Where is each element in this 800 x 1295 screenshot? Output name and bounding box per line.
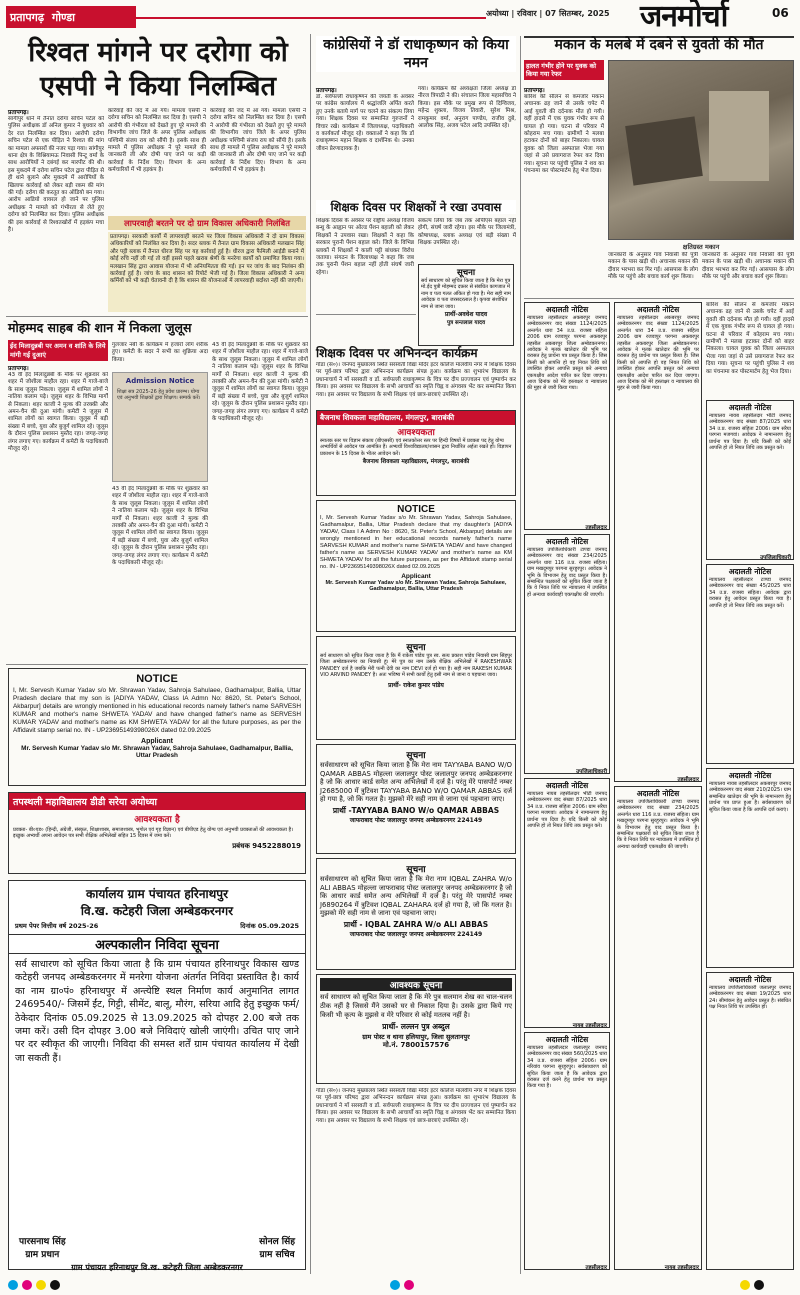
- court-notice-5-title: अदालती नोटिस: [636, 305, 680, 314]
- registration-mark-black: [754, 1280, 764, 1290]
- tender-sign-sachiv: सोनल सिंह: [259, 1237, 295, 1247]
- tender-role-sachiv: ग्राम सचिव: [259, 1250, 295, 1260]
- suchna-notice-1: [418, 264, 514, 346]
- court-notice-1-body: न्यायालय तहसीलदार अकबरपुर जनपद अम्बेडकरनगर वाद संख्या 1124/2025 अन्तर्गत धारा 34 उ.प्र. राजस्व संहिता 2006 ग्राम रजवापुर परगना अकबरपुर तहसील अकबरपुर जिला अम्बेडकरनगर। आवेदक ने मृतक खातेदार की भूमि पर वरासत हेतु प्रार्थना पत्र प्रस्तुत किया है। जिस किसी को आपत्ति हो वह नियत तिथि को उपस्थित होकर आपत्ति प्रस्तुत करे अन्यथा एकपक्षीय आदेश पारित कर दिया जाएगा। आज दिनांक को मेरे हस्ताक्षर व न्यायालय की मुहर से जारी किया गया।: [527, 315, 607, 392]
- suchna-notice-5: [316, 974, 516, 1084]
- court-notice-5-body: न्यायालय तहसीलदार अकबरपुर जनपद अम्बेडकरनगर वाद संख्या 1124/2025 अन्तर्गत धारा 34 उ.प्र. राजस्व संहिता 2006 ग्राम रजवापुर परगना अकबरपुर तहसील अकबरपुर जिला अम्बेडकरनगर। आवेदक ने मृतक खातेदार की भूमि पर वरासत हेतु प्रार्थना पत्र प्रस्तुत किया है। जिस किसी को आपत्ति हो वह नियत तिथि को उपस्थित होकर आपत्ति प्रस्तुत करे अन्यथा एकपक्षीय आदेश पारित कर दिया जाएगा। आज दिनांक को मेरे हस्ताक्षर व न्यायालय की मुहर से जारी किया गया।: [617, 315, 699, 392]
- story-procession-body-cont: गुलजार नबी के कार्यक्रम में हजारों लोग शरीक हुए। कमेटी के सदर ने सभी का शुक्रिया अदा किया।: [112, 342, 208, 363]
- suchna-5-body: सर्व साधारण को सूचित किया जाता है कि मेरे पुत्र सलमान शेख का चाल-चलन ठीक नहीं है जिससे मैंने उसको घर से निकाल दिया है। उसके द्वारा किये गए किसी भी कृत्य के मुझसे व मेरे परिवार से कोई मतलब नहीं है।: [320, 993, 512, 1019]
- column-rule: [520, 36, 521, 1274]
- story-suspension-body: प्रतापगढ़। सरकारी कार्यों में लापरवाही बरतने पर जिला विकास अधिकारी ने दो ग्राम विकास अधिकारियों को निलंबित कर दिया है। सदर ब्लाक में तैनात ग्राम विकास अधिकारी मलखान सिंह और पट्टी ब्लाक में तैनात धीरज सिंह पर यह कार्रवाई हुई है। धीरज द्वारा फैमिली आईडी बनाने में कोई रुचि नहीं ली गई तो वहीं इससे पहले खराब श्रेणी के मनरेगा कार्यों को प्रमाणित किया गया। मलखान सिंह द्वारा आवास योजना में भी अनियमितता की गई। इन पर जांच के बाद निलंबन की कार्रवाई हुई है। जांच के बाद शासन को रिपोर्ट भेजी गई है। जिला विकास अधिकारी ने अन्य कर्मियों को भी कड़ी चेतावनी दी है कि शासन की योजनाओं में लापरवाही बर्दाश्त नहीं की जाएगी।: [108, 232, 306, 312]
- registration-mark-cyan: [8, 1280, 18, 1290]
- advert-school-body: शिक्षा सत्र 2025-26 हेतु प्रवेश प्रारम्भ। योग्य एवं अनुभवी शिक्षकों द्वारा शिक्षण। सम्पर्क करें।: [117, 389, 201, 402]
- suchna-3-addr: जाफराबाद पोस्ट जलालपुर जनपद अम्बेडकरनगर 224149: [349, 816, 483, 824]
- notice-english-title: NOTICE: [136, 673, 178, 685]
- court-notice-8: [706, 564, 794, 764]
- advert-tapasthali-title: तपस्थली महाविद्यालय डीडी सरेया अयोध्या: [9, 793, 305, 810]
- advert-tapasthali-sub: आवश्यकता है: [134, 815, 180, 825]
- story-collapse-body: बारिश की सीलन से कमजोर मकान अचानक ढह जाने से उसके चपेट में आई युवती की दर्दनाक मौत हो गयी। वहीं हादसे में एक युवक गंभीर रूप से घायल हो गया। घटना से परिवार में कोहराम मच गया। ग्रामीणों ने मलबा हटाकर दोनों को बाहर निकाला। घायल युवक को जिला अस्पताल भेजा गया जहां से उसे प्रयागराज रेफर कर दिया गया। सूचना पर पहुंची पुलिस ने शव का पंचनामा कर पोस्टमार्टम हेतु भेज दिया।: [524, 94, 604, 175]
- court-notice-4-sign: तहसीलदार: [585, 1265, 607, 1271]
- registration-mark-magenta: [404, 1280, 414, 1290]
- court-notice-4-title: अदालती नोटिस: [545, 1035, 589, 1044]
- tender-org: कार्यालय ग्राम पंचायत हरिनाथपुर: [86, 887, 228, 901]
- advert-college-footer: बैजनाथ शिवकला महाविद्यालय, मंगलपुर, बाराबंकी: [362, 459, 470, 466]
- advert-college-title: बैजनाथ शिवकला महाविद्यालय, मंगलपुर, बाराबंकी: [317, 411, 515, 425]
- section-tag: [6, 6, 136, 28]
- notice-2-title: NOTICE: [397, 504, 435, 515]
- court-notice-2-sign: उपजिलाधिकारी: [576, 769, 607, 775]
- suchna-1-body: सर्व साधारण को सूचित किया जाता है कि मेरा पुत्र मो.ईद पुत्री मोहम्मद दफ़्तर से संबंधित कागजात में नाम व पता गलत अंकित हो गया है। मेरा सही नाम आवेदक व पता जरसदरलाल है। कृपया संशोधित नाम से जाना जाय।: [421, 278, 511, 310]
- filler-text: गोंडा (सं०)। जनपद मुख्यालय स्थित सरस्वती विद्या मंदिर इंटर कॉलेज मालवीय नगर में शिक्षक दिवस पर पूर्व-छात्र परिषद द्वारा अभिनन्दन कार्यक्रम संपन्न हुआ। कार्यक्रम का शुभारंभ विद्यालय के प्रधानाचार्य ने माँ सरस्वती व डॉ. सर्वपल्ली राधाकृष्णन के चित्र पर दीप प्रज्ज्वलन एवं पुष्पार्चन कर किया। इस अवसर पर विद्यालय के सभी आचार्यों का स्मृति चिह्न व अंगवस्त्र भेंट कर सम्मानित किया गया। इस अवसर पर विद्यालय के सभी शिक्षक एवं छात्र-छात्राएं उपस्थित रहे।: [316, 1088, 516, 1124]
- court-notice-5-sign: तहसीलदार: [677, 777, 699, 783]
- tender-title: अल्पकालीन निविदा सूचना: [9, 934, 305, 954]
- suchna-notice-3: [316, 744, 516, 854]
- court-notice-6-body: न्यायालय उपजिलाधिकारी टाण्डा जनपद अम्बेडकरनगर वाद संख्या 234/2025 अन्तर्गत धारा 116 उ.प्र. राजस्व संहिता। ग्राम मखदूमपुर परगना सुरहुरपुर। आवेदक ने भूमि के विभाजन हेतु वाद प्रस्तुत किया है। सम्बन्धित पक्षकारों को सूचित किया जाता है कि वे नियत तिथि पर न्यायालय में उपस्थित हों अन्यथा कार्यवाही एकपक्षीय की जाएगी।: [617, 799, 699, 850]
- suchna-1-addr: पुत्र सन्तलाल यादव: [446, 320, 485, 327]
- court-notice-3-title: अदालती नोटिस: [545, 781, 589, 790]
- notice-english-applicant: Applicant: [141, 738, 173, 745]
- masthead-rule: [136, 17, 486, 19]
- notice-english-body: I, Mr. Servesh Kumar Yadav s/o Mr. Shrawan Yadav, Sahroja Sahulaee, Gadhamalpur, Ballia, Uttar Pradesh declare that my son is [ADIYA YADAV, Class IA Admn No: 8620, St. Peter's School, Akbarpur] details are wrongly mentioned in his educational records namely father's name SARVESH KUMAR and mother's name SHWETA YADAV and have changed father's name as SERVESH KUMAR YADAV and mother's name as KM SHWETA YADAV for all the future purposes, as per the Affidavit stamp serial no. IN - UP23695149398026X dated 02.09.2025: [13, 687, 301, 734]
- court-notice-9-title: अदालती नोटिस: [728, 771, 772, 780]
- suchna-3-title: सूचना: [406, 751, 426, 761]
- advert-tapasthali-body: प्रवक्ता- बी०एड० (हिन्दी, अंग्रेजी, संस्कृत, शिक्षाशास्त्र, समाजशास्त्र, भूगोल एवं गृह विज्ञान) एवं बीपीएड हेतु योग्य एवं अनुभवी प्रवक्ताओं की आवश्यकता है। इच्छुक अभ्यर्थी अपना आवेदन पत्र सभी शैक्षिक अभिलेखों सहित 15 दिवस में जमा करें।: [13, 827, 294, 840]
- story-procession-body: 43 वीं ईद मिलादुन्नबी के मौके पर शुक्रवार को शहर में जोशीला माहौल रहा। शहर में गाजे-बाजे के साथ जुलूस निकला। जुलूस में शामिल लोगों ने नातिया कलाम पढ़े। जुलूस शहर के विभिन्न मार्गों से निकला। शहर काजी ने मुल्क की तरक्की और अमन-चैन की दुआ मांगी। कमेटी ने जुलूस में शामिल लोगों का स्वागत किया। जुलूस में बड़ी संख्या में बच्चे, युवा और बुजुर्ग शामिल रहे। जुलूस के दौरान पुलिस प्रशासन मुस्तैद रहा। जगह-जगह लंगर लगाए गए। कार्यक्रम में कमेटी के पदाधिकारी मौजूद रहे।: [8, 372, 108, 453]
- court-notice-6: [614, 786, 702, 1270]
- story-bribe-body: सांगीपुर थाने में तैनात दरोगा सचिन पटेल को पुलिस अधीक्षक डॉ अनिल कुमार ने बुधवार को देर रात निलम्बित कर दिया। आरोपी दरोगा सचिन पटेल से एक पीड़ित ने रिश्वत की मांग का मामला अफसरों की नजर पड़ा गया। सांगीपुर थाना क्षेत्र के विश्नियामऊ निवासी पिन्टू वर्मा के साथ आरोपियों ने दबंगई कर मारपीट की थी। इस मुकदमे में दरोगा सचिन पटेल द्वारा पीड़ित से ही थाने बुलाने और मुकदमे में आरोपियों के खिलाफ कार्रवाई को लेकर बड़ी रकम की मांग की गई। दरोगा की करतूत का ऑडियो बन गया। आरोप आडियो वायरल हो जाने पर पुलिस अधीक्षक ने मामले को गंभीरता से लेते हुए दरोगा को निलम्बित कर दिया। पुलिस अधीक्षक की इस कार्रवाई से रिश्वतखोरों में हड़कंप मचा है।: [8, 116, 104, 234]
- court-notice-10: [706, 972, 794, 1270]
- story-collapse-body-cont2: जानकारी के अनुसार गांव निवासी की पुत्री मकान के पास खड़ी थी। अचानक मकान की दीवार भरभरा कर गिर गई। आसपास के लोग मौके पर पहुंचे और बचाव कार्य शुरू किया।: [702, 252, 794, 281]
- court-notice-2-title: अदालती नोटिस: [545, 537, 589, 546]
- court-notice-1-sign: तहसीलदार: [585, 525, 607, 531]
- dateline-bribe: प्रतापगढ़।: [8, 109, 29, 116]
- suchna-2-sign: प्रार्थी- राकेश कुमार पांडेय: [388, 681, 444, 689]
- section-tag-secondary: गोण्डा: [52, 10, 76, 24]
- court-notice-7-body: न्यायालय नायब तहसीलदार भीटी जनपद अम्बेडकरनगर वाद संख्या 87/2025 धारा 34 उ.प्र. राजस्व संहिता 2006। ग्राम सरैया परगना मजगवां। आवेदक ने नामान्तरण हेतु प्रार्थना पत्र दिया है। यदि किसी को कोई आपत्ति हो तो नियत तिथि तक प्रस्तुत करे।: [709, 413, 791, 452]
- registration-mark-yellow: [36, 1280, 46, 1290]
- court-notice-7-title: अदालती नोटिस: [728, 403, 772, 412]
- suchna-5-phone: मो.नं. 7800157576: [382, 1041, 450, 1050]
- dateline-congress: प्रतापगढ़।: [316, 87, 337, 94]
- suchna-4-addr: जाफराबाद पोस्ट जलालपुर जनपद अम्बेडकरनगर 224149: [349, 930, 483, 938]
- story-procession-body-more: 43 वीं ईद मिलादुन्नबी के मौके पर शुक्रवार को शहर में जोशीला माहौल रहा। शहर में गाजे-बाजे के साथ जुलूस निकला। जुलूस में शामिल लोगों ने नातिया कलाम पढ़े। जुलूस शहर के विभिन्न मार्गों से निकला। शहर काजी ने मुल्क की तरक्की और अमन-चैन की दुआ मांगी। कमेटी ने जुलूस में शामिल लोगों का स्वागत किया। जुलूस में बड़ी संख्या में बच्चे, युवा और बुजुर्ग शामिल रहे। जुलूस के दौरान पुलिस प्रशासन मुस्तैद रहा। जगह-जगह लंगर लगाए गए। कार्यक्रम में कमेटी के पदाधिकारी मौजूद रहे।: [112, 486, 208, 567]
- story-fast-body: शिक्षक दिवस के अवसर पर राष्ट्रीय अध्यक्ष विजय बन्धु के आह्वान पर ओल्ड पेंशन बहाली को लेकर शिक्षकों ने उपवास रखा। शिक्षकों ने कहा कि सरकार पुरानी पेंशन बहाल करे। जिले के विभिन्न ब्लाकों में शिक्षकों ने काली पट्टी बांधकर विरोध जताया। संगठन के जिलाध्यक्ष ने कहा कि जब तक पुरानी पेंशन बहाल नहीं होती संघर्ष जारी रहेगा।: [316, 218, 414, 276]
- suchna-2-body: सर्व साधारण को सूचित किया जाता है कि मैं राकेश पांडेय पुत्र स्व. सत्य प्रकाश पांडेय निवासी ग्राम सिंहपुर जिला अम्बेडकरनगर का निवासी हूं। मेरे पुत्र का नाम उसके शैक्षिक अभिलेखों में RAKESHWAR PANDEY दर्ज है जबकि मेरी पत्नी देवी का नाम DEVI दर्ज हो गया है। सही नाम RAKESH KUMAR VIO ARVIND PANDEY है। अतः भविष्य में सभी कार्यों हेतु इसी नाम से जाना व पहचाना जाय।: [320, 653, 512, 679]
- headline-teachers-day: शिक्षक दिवस पर अभिनन्दन कार्यक्रम: [316, 346, 478, 360]
- suchna-notice-4: [316, 858, 516, 970]
- story-procession-body-col3: 43 वीं ईद मिलादुन्नबी के मौके पर शुक्रवार को शहर में जोशीला माहौल रहा। शहर में गाजे-बाजे के साथ जुलूस निकला। जुलूस में शामिल लोगों ने नातिया कलाम पढ़े। जुलूस शहर के विभिन्न मार्गों से निकला। शहर काजी ने मुल्क की तरक्की और अमन-चैन की दुआ मांगी। कमेटी ने जुलूस में शामिल लोगों का स्वागत किया। जुलूस में बड़ी संख्या में बच्चे, युवा और बुजुर्ग शामिल रहे। जुलूस के दौरान पुलिस प्रशासन मुस्तैद रहा। जगह-जगह लंगर लगाए गए। कार्यक्रम में कमेटी के पदाधिकारी मौजूद रहे।: [212, 342, 308, 423]
- dateline-procession: प्रतापगढ़।: [8, 365, 29, 372]
- suchna-3-sign: प्रार्थी -TAYYABA BANO W/o QAMAR ABBAS: [332, 805, 500, 815]
- tender-body: सर्व साधारण को सूचित किया जाता है कि ग्राम पंचायत हरिनाथपुर विकास खण्ड कटेहरी जनपद अम्बेडकरनगर में मनरेगा योजना अंतर्गत निविदा प्रस्तावित है। कार्य का नाम ग्रा०पं० हरिनाथपुर में अन्त्येष्टि स्थल निर्माण कार्य अनुमानित लागत 2469540/- जिसमें ईंट, गिट्टी, सीमेंट, बालू, मौरंग, सरिया आदि हेतु इच्छुक फर्म/ठेकेदार दिनांक 05.09.2025 से 13.09.2025 को दोपहर 2.00 बजे तक जमा करें। उसी दिन दोपहर 3.00 बजे निविदाएं खोली जाएंगी। उचित पाए जाने पर दर स्वीकृत की जाएगी। निविदा की समस्त शर्तें ग्राम पंचायत कार्यालय में देखी जा सकती हैं।: [15, 959, 299, 1064]
- story-fast-body-cont: संकल्प लिया कि जब तक ओपीएस बहाल नहीं होगी, संघर्ष जारी रहेगा। इस मौके पर जिलामंत्री, कोषाध्यक्ष, ब्लाक अध्यक्ष एवं बड़ी संख्या में शिक्षक उपस्थित रहे।: [418, 218, 516, 247]
- tender-date: दिनांक 05.09.2025: [240, 922, 299, 930]
- tender-sign-pradhan: पारसनाथ सिंह: [19, 1237, 66, 1247]
- newspaper-logo: जनमोर्चा: [640, 0, 728, 34]
- advert-college-sub: आवश्यकता: [397, 428, 435, 438]
- court-notice-9-body: न्यायालय नायब तहसीलदार अकबरपुर जनपद अम्बेडकरनगर वाद संख्या 210/2025। ग्राम सम्बन्धित खातेदार की भूमि के नामान्तरण हेतु प्रार्थना पत्र प्राप्त हुआ है। सर्वसाधारण को सूचित किया जाता है कि आपत्ति दर्ज कराएं।: [709, 781, 791, 813]
- collapse-photo-caption: क्षतिग्रस्त मकान: [682, 243, 720, 251]
- caption-collapse: हालत गंभीर होने पर युवक को किया गया रेफर: [524, 60, 604, 80]
- registration-mark-cyan: [390, 1280, 400, 1290]
- registration-mark-yellow: [740, 1280, 750, 1290]
- tender-fy: प्रथम पेपर वित्तीय वर्ष 2025-26: [15, 922, 99, 930]
- court-notice-8-body: न्यायालय तहसीलदार टाण्डा जनपद अम्बेडकरनगर वाद संख्या 45/2025 धारा 34 उ.प्र. राजस्व संहिता। आवेदक द्वारा वरासत हेतु आवेदन प्रस्तुत किया गया है। आपत्ति हो तो नियत तिथि तक प्रस्तुत करें।: [709, 577, 791, 609]
- suchna-4-body: सर्वसाधारण को सूचित किया जाता है कि मेरा नाम IQBAL ZAHRA W/o ALI ABBAS मोहल्ला जाफराबाद पोस्ट जलालपुर जनपद अम्बेडकरनगर है जो कि आधार कार्ड समेत अन्य अभिलेखों में दर्ज है। परंतु मेरे पासपोर्ट नम्बर J6890264 में त्रुटिवश IQBAL ZAHARA दर्ज हो गया है, जो कि गलत है। मुझको मेरे सही नाम से जाना एवं पहचाना जाए।: [320, 875, 512, 918]
- advert-college: [316, 410, 516, 496]
- court-notice-1: [524, 302, 610, 530]
- court-notice-6-title: अदालती नोटिस: [636, 789, 680, 798]
- court-notice-10-body: न्यायालय उपजिलाधिकारी जलालपुर जनपद अम्बेडकरनगर वाद संख्या 19/2025 धारा 24। सीमांकन हेतु आवेदन प्रस्तुत है। संबंधित पक्ष नियत तिथि पर उपस्थित हों।: [709, 985, 791, 1011]
- headline-bribe: रिश्वत मांगने पर दरोगा को एसपी ने किया निलम्बित: [28, 37, 288, 102]
- story-collapse-body-cont: जानकारी के अनुसार गांव निवासी की पुत्री मकान के पास खड़ी थी। अचानक मकान की दीवार भरभरा कर गिर गई। आसपास के लोग मौके पर पहुंचे और बचाव कार्य शुरू किया।: [608, 252, 698, 281]
- court-notice-7: [706, 400, 794, 560]
- court-notice-1-title: अदालती नोटिस: [545, 305, 589, 314]
- court-notice-8-title: अदालती नोटिस: [728, 567, 772, 576]
- suchna-5-title: आवश्यक सूचना: [320, 978, 512, 991]
- court-notice-5: [614, 302, 702, 782]
- suchna-notice-2: [316, 636, 516, 740]
- registration-mark-black: [50, 1280, 60, 1290]
- court-notice-3: [524, 778, 610, 1028]
- court-notice-3-body: न्यायालय नायब तहसीलदार भीटी जनपद अम्बेडकरनगर वाद संख्या 87/2025 धारा 34 उ.प्र. राजस्व संहिता 2006। ग्राम सरैया परगना मजगवां। आवेदक ने नामान्तरण हेतु प्रार्थना पत्र दिया है। यदि किसी को कोई आपत्ति हो तो नियत तिथि तक प्रस्तुत करे।: [527, 791, 607, 830]
- suchna-4-title: सूचना: [406, 865, 426, 875]
- court-notice-3-sign: नायब तहसीलदार: [572, 1023, 607, 1029]
- section-tag-primary: प्रतापगढ़: [10, 10, 45, 24]
- court-notice-6-sign: नायब तहसीलदार: [664, 1265, 699, 1271]
- story-bribe-body-side: कार्रवाई की जद में आ गये। मामला एसपी ने दरोगा सचिन को निलम्बित कर दिया है। एसपी ने आरोपी की गंभीरता को देखते हुए पूरे मामले की विभागीय जांच जिले के अपर पुलिस अधीक्षक पश्चिमी संजय राय को सौंपी है। इसके साथ ही मामले में पुलिस अधीक्षक ने पूरे मामले की जानकारी ली और दोषी पाए जाने पर कड़ी कार्रवाई के निर्देश दिए। विभाग के अन्य कर्मचारियों में भी हड़कंप है।: [210, 108, 306, 174]
- congress-headline-box: [316, 36, 516, 72]
- headline-collapse: मकान के मलबे में दबने से युवती की मौत: [554, 37, 764, 53]
- court-notice-7-sign: उपजिलाधिकारी: [760, 555, 791, 561]
- suchna-2-title: सूचना: [406, 643, 426, 653]
- divider: [524, 298, 794, 299]
- suchna-3-body: सर्वसाधारण को सूचित किया जाता है कि मेरा नाम TAYYABA BANO W/O QAMAR ABBAS मोहल्ला जलालपुर पोस्ट जलालपुर जनपद अम्बेडकरनगर है जो कि आधार कार्ड समेत अन्य अभिलेखों में दर्ज है। परंतु मेरे पासपोर्ट नम्बर J2685000 में त्रुटिवश TAYYABA BANO W/O QAMAR ABBAS दर्ज हो गया है, जो कि गलत है। मुझको मेरे सही नाम से जाना एवं पहचाना जाए।: [320, 761, 512, 804]
- notice-english-2: [316, 500, 516, 632]
- court-notice-9: [706, 768, 794, 968]
- advert-college-body: स्नातक स्तर पर विज्ञान संकाय (बीएससी) एवं स्नातकोत्तर स्तर पर हिन्दी विषयों में प्रवक्ता पद हेतु योग्य अभ्यर्थियों से आवेदन पत्र आमंत्रित हैं। अभ्यर्थी विश्वविद्यालय/शासन द्वारा निर्धारित अर्हता रखते हों। विज्ञापन प्रकाशन के 15 दिवस के भीतर आवेदन करें।: [320, 438, 512, 457]
- notice-2-sign: Mr. Servesh Kumar Yadav s/o Mr. Shrawan Yadav, Sahroja Sahulaee, Gadhamalpur, Ballia, Uttar Pradesh: [325, 580, 507, 592]
- advert-school-image: [112, 372, 208, 482]
- court-notice-2-body: न्यायालय उपजिलाधिकारी टाण्डा जनपद अम्बेडकरनगर वाद संख्या 234/2025 अन्तर्गत धारा 116 उ.प्र. राजस्व संहिता। ग्राम मखदूमपुर परगना सुरहुरपुर। आवेदक ने भूमि के विभाजन हेतु वाद प्रस्तुत किया है। सम्बन्धित पक्षकारों को सूचित किया जाता है कि वे नियत तिथि पर न्यायालय में उपस्थित हों अन्यथा कार्यवाही एकपक्षीय की जाएगी।: [527, 547, 607, 598]
- notice-2-applicant: Applicant: [401, 573, 431, 580]
- suchna-1-sign: प्रार्थी-अवधेश यादव: [444, 311, 488, 319]
- tender-org2: वि.ख. कटेहरी जिला अम्बेडकरनगर: [80, 904, 234, 918]
- divider: [6, 316, 308, 317]
- advert-tapasthali: [8, 792, 306, 874]
- court-notice-10-title: अदालती नोटिस: [728, 975, 772, 984]
- court-notice-4: [524, 1032, 610, 1270]
- advert-tapasthali-contact: प्रबंधक 9452288019: [232, 841, 301, 850]
- suchna-5-sign: प्रार्थी- लल्लन पुत्र अब्दुल: [382, 1022, 450, 1032]
- subhead-suspension: लापरवाही बरतने पर दो ग्राम विकास अधिकारी निलंबित: [108, 216, 306, 230]
- suchna-1-title: सूचना: [456, 268, 476, 278]
- collapse-photo: [608, 60, 794, 240]
- story-congress-body: डॉ. सर्वपल्ली राधाकृष्णन की जयंती के अवसर पर कांग्रेस कार्यालय में श्रद्धांजलि अर्पित करते हुए उनके बताये मार्ग पर चलने का संकल्प लिया गया। शिक्षक दिवस पर सम्मानित गुरुजनों ने विचार रखे। कार्यक्रम में जिलाध्यक्ष, पदाधिकारी व कार्यकर्ता मौजूद रहे। वक्ताओं ने कहा कि डॉ राधाकृष्णन महान शिक्षक व दार्शनिक थे। उनका जीवन प्रेरणादायक है।: [316, 94, 414, 152]
- headline-fast: शिक्षक दिवस पर शिक्षकों ने रखा उपवास: [316, 200, 516, 214]
- tender-notice: [8, 880, 306, 1270]
- divider: [6, 664, 308, 665]
- registration-mark-magenta: [22, 1280, 32, 1290]
- story-teachers-day-body: गोंडा (सं०)। जनपद मुख्यालय स्थित सरस्वती विद्या मंदिर इंटर कॉलेज मालवीय नगर में शिक्षक दिवस पर पूर्व-छात्र परिषद द्वारा अभिनन्दन कार्यक्रम संपन्न हुआ। कार्यक्रम का शुभारंभ विद्यालय के प्रधानाचार्य ने माँ सरस्वती व डॉ. सर्वपल्ली राधाकृष्णन के चित्र पर दीप प्रज्ज्वलन एवं पुष्पार्चन कर किया। इस अवसर पर विद्यालय के सभी आचार्यों का स्मृति चिह्न व अंगवस्त्र भेंट कर सम्मानित किया गया। इस अवसर पर विद्यालय के सभी शिक्षक एवं छात्र-छात्राएं उपस्थित रहे।: [316, 362, 516, 398]
- court-notice-4-body: न्यायालय तहसीलदार जलालपुर जनपद अम्बेडकरनगर वाद संख्या 560/2025 धारा 34 उ.प्र. राजस्व संहिता 2006। ग्राम नरियांव परगना सुरहुरपुर। सर्वसाधारण को सूचित किया जाता है कि आवेदक द्वारा वरासत दर्ज करने हेतु प्रार्थना पत्र प्रस्तुत किया गया है।: [527, 1045, 607, 1090]
- column-rule: [310, 34, 311, 1274]
- tender-footer: ग्राम पंचायत हरिनाथपुर वि.ख. कटेहरी जिला अम्बेडकरनगर: [71, 1263, 243, 1272]
- page-number: 06: [772, 6, 789, 20]
- dateline-collapse: प्रतापगढ़।: [524, 87, 545, 94]
- dateline: अयोध्या | रविवार | 07 सितम्बर, 2025: [486, 9, 610, 18]
- headline-congress: कांग्रेसियों ने डॉ राधाकृष्णन को किया नमन: [323, 37, 509, 71]
- story-congress-body-cont: गया। कार्यक्रम की अध्यक्षता जिला अध्यक्ष डॉ नीरज त्रिपाठी ने की। संचालन जिला महासचिव ने किया। इस मौके पर प्रमुख रूप से दिग्विजय, महेन्द्र शुक्ला, विजय तिवारी, सुरेश मिश्र, रामकुमार वर्मा, अनुराग पाण्डेय, राजीव दुबे, आलोक सिंह, अजय पटेल आदि उपस्थित रहे।: [418, 86, 516, 130]
- notice-2-body: I, Mr. Servesh Kumar Yadav s/o Mr. Shrawan Yadav, Sahroja Sahulaee, Gadhamalpur, Ballia, Uttar Pradesh declare that my daughter's [ADIYA YADAV, Class I A Admn No : 8620, St. Peter's School, Akbarpur] details are wrongly mentioned in her educational records namely father's name SARVESH KUMAR and mother's name SHWETA YADAV and have changed father's name as SERVESH KUMAR YADAV and mother's name as KM SHWETA YADAV for all the future purposes, as per the Affidavit stamp serial no. IN - UP23695149398026X dated 02.09.2025: [320, 515, 512, 570]
- court-notice-2: [524, 534, 610, 774]
- notice-english-box: [8, 668, 306, 786]
- suchna-5-addr: ग्राम पोस्ट व थाना हलियापुर, जिला सुलतानपुर: [362, 1033, 470, 1042]
- tender-role-pradhan: ग्राम प्रधान: [25, 1250, 60, 1260]
- caption-procession: ईद मिलादुन्नबी पर अमन व शांति के लिये मांगी गई दुआएं: [8, 340, 108, 361]
- divider: [316, 314, 416, 315]
- story-bribe-body-cont: कार्रवाई की जद में आ गये। मामला एसपी ने दरोगा सचिन को निलम्बित कर दिया है। एसपी ने आरोपी की गंभीरता को देखते हुए पूरे मामले की विभागीय जांच जिले के अपर पुलिस अधीक्षक पश्चिमी संजय राय को सौंपी है। इसके साथ ही मामले में पुलिस अधीक्षक ने पूरे मामले की जानकारी ली और दोषी पाए जाने पर कड़ी कार्रवाई के निर्देश दिए। विभाग के अन्य कर्मचारियों में भी हड़कंप है।: [108, 108, 206, 174]
- story-collapse-body-right: बारिश की सीलन से कमजोर मकान अचानक ढह जाने से उसके चपेट में आई युवती की दर्दनाक मौत हो गयी। वहीं हादसे में एक युवक गंभीर रूप से घायल हो गया। घटना से परिवार में कोहराम मच गया। ग्रामीणों ने मलबा हटाकर दोनों को बाहर निकाला। घायल युवक को जिला अस्पताल भेजा गया जहां से उसे प्रयागराज रेफर कर दिया गया। सूचना पर पहुंची पुलिस ने शव का पंचनामा कर पोस्टमार्टम हेतु भेज दिया।: [706, 302, 794, 375]
- headline-procession: मोहम्मद साहब की शान में निकला जुलूस: [8, 320, 192, 335]
- suchna-4-sign: प्रार्थी - IQBAL ZAHRA W/o ALI ABBAS: [343, 919, 489, 929]
- advert-school-title: Admission Notice: [125, 377, 195, 385]
- notice-english-sign: Mr. Servesh Kumar Yadav s/o Mr. Shrawan Yadav, Sahroja Sahulaee, Gadhamalpur, Ballia, Uttar Pradesh: [21, 745, 293, 759]
